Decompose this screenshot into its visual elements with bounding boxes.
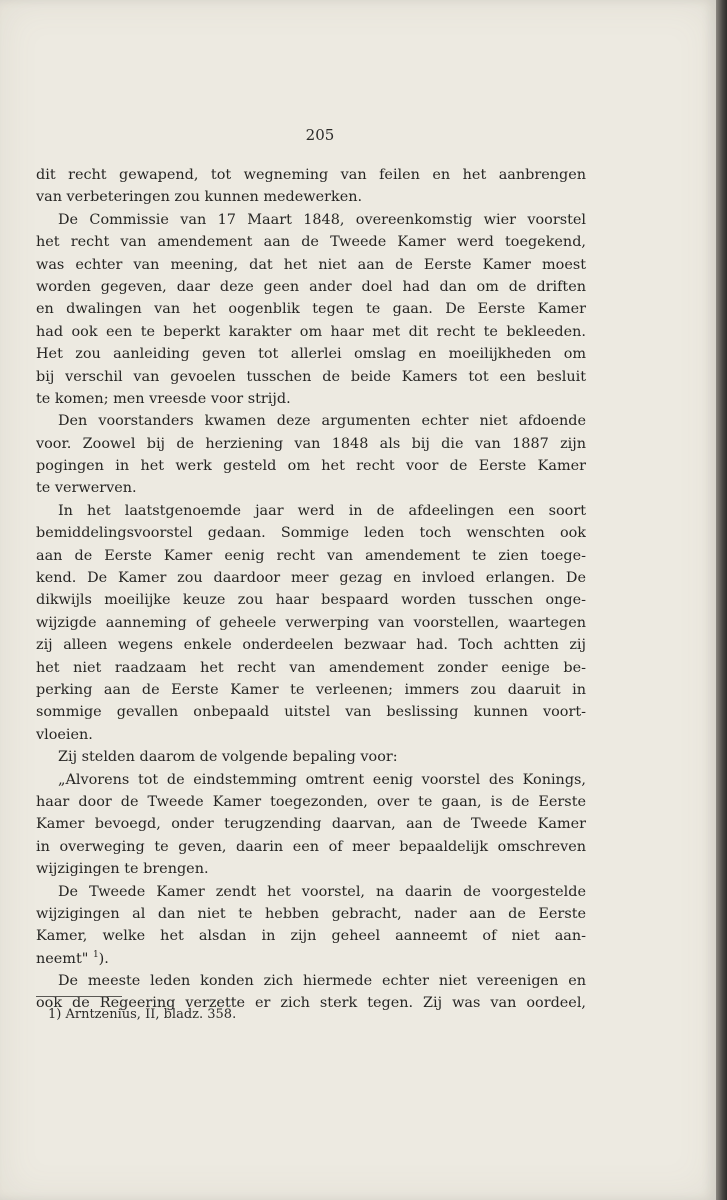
text-line: Het zou aanleiding geven tot allerlei omslag en moeilijkheden om xyxy=(36,346,586,363)
text-line: Kamer, welke het alsdan in zijn geheel aanneemt of niet aan- xyxy=(36,928,586,945)
footnote-text: Arntzenius, II, bladz. 358. xyxy=(65,1007,237,1022)
text-line: „Alvorens tot de eindstemming omtrent eenig voorstel des Konings, xyxy=(58,771,586,788)
footnote-divider xyxy=(36,996,122,997)
footnote-marker: 1) xyxy=(48,1007,62,1022)
text-line: aan de Eerste Kamer eenig recht van amendement te zien toege- xyxy=(36,547,586,564)
text-line: voor. Zoowel bij de herziening van 1848 als bij die van 1887 zijn xyxy=(36,435,586,452)
footnote xyxy=(48,1006,236,1024)
text-line: pogingen in het werk gesteld om het recht voor de Eerste Kamer xyxy=(36,458,586,475)
text-line: In het laatstgenoemde jaar werd in de afdeelingen een soort xyxy=(58,502,586,519)
text-line: De Tweede Kamer zendt het voorstel, na daarin de voorgestelde xyxy=(58,883,586,900)
text-line: haar door de Tweede Kamer toegezonden, over te gaan, is de Eerste xyxy=(36,793,586,810)
text-line: had ook een te beperkt karakter om haar met dit recht te bekleeden. xyxy=(36,323,586,340)
text-line: Zij stelden daarom de volgende bepaling voor: xyxy=(58,749,398,766)
text-line: zij alleen wegens enkele onderdeelen bezwaar had. Toch achtten zij xyxy=(36,637,586,654)
text-line: het recht van amendement aan de Tweede Kamer werd toegekend, xyxy=(36,234,586,251)
text-line: van verbeteringen zou kunnen medewerken. xyxy=(36,189,363,206)
text-line: worden gegeven, daar deze geen ander doel had dan om de driften xyxy=(36,278,586,295)
text-line: bemiddelingsvoorstel gedaan. Sommige leden toch wenschten ook xyxy=(36,525,586,542)
text-line: het niet raadzaam het recht van amendement zonder eenige be- xyxy=(36,659,586,676)
text-line: dit recht gewapend, tot wegneming van feilen en het aanbrengen xyxy=(36,167,586,183)
footnote-reference: 1 xyxy=(92,949,99,960)
text-line: kend. De Kamer zou daardoor meer gezag en invloed erlangen. De xyxy=(36,570,586,587)
text-line: De Commissie van 17 Maart 1848, overeenkomstig wier voorstel xyxy=(58,211,586,228)
text-line: wijzigingen al dan niet te hebben gebracht, nader aan de Eerste xyxy=(36,905,586,922)
text-line: ook de Regeering verzette er zich sterk tegen. Zij was van oordeel, xyxy=(36,995,586,1012)
text-line: neemt" $^1$). xyxy=(36,949,109,967)
text-line: wijzigingen te brengen. xyxy=(36,861,209,878)
text-line: te komen; men vreesde voor strijd. xyxy=(36,390,291,407)
text-line: wijzigde aanneming of geheele verwerping van voorstellen, waartegen xyxy=(36,614,586,631)
text-line: bij verschil van gevoelen tusschen de beide Kamers tot een besluit xyxy=(36,368,586,385)
text-line: dikwijls moeilijke keuze zou haar bespaard worden tusschen onge- xyxy=(36,592,586,609)
text-line: en dwalingen van het oogenblik tegen te gaan. De Eerste Kamer xyxy=(36,301,586,318)
text-line: vloeien. xyxy=(36,726,93,743)
text-line: te verwerven. xyxy=(36,480,137,497)
page-number: 205 xyxy=(305,126,335,144)
book-spine-edge xyxy=(716,0,727,1200)
text-line: Den voorstanders kwamen deze argumenten echter niet afdoende xyxy=(58,413,586,430)
text-line: De meeste leden konden zich hiermede echter niet vereenigen en xyxy=(58,973,586,990)
text-line: Kamer bevoegd, onder terugzending daarvan, aan de Tweede Kamer xyxy=(36,816,586,833)
text-line: was echter van meening, dat het niet aan de Eerste Kamer moest xyxy=(36,256,586,273)
body-text xyxy=(36,164,586,1015)
text-line: perking aan de Eerste Kamer te verleenen; immers zou daaruit in xyxy=(36,681,586,698)
text-line: in overweging te geven, daarin een of meer bepaaldelijk omschreven xyxy=(36,838,586,855)
text-line: sommige gevallen onbepaald uitstel van beslissing kunnen voort- xyxy=(36,704,586,721)
